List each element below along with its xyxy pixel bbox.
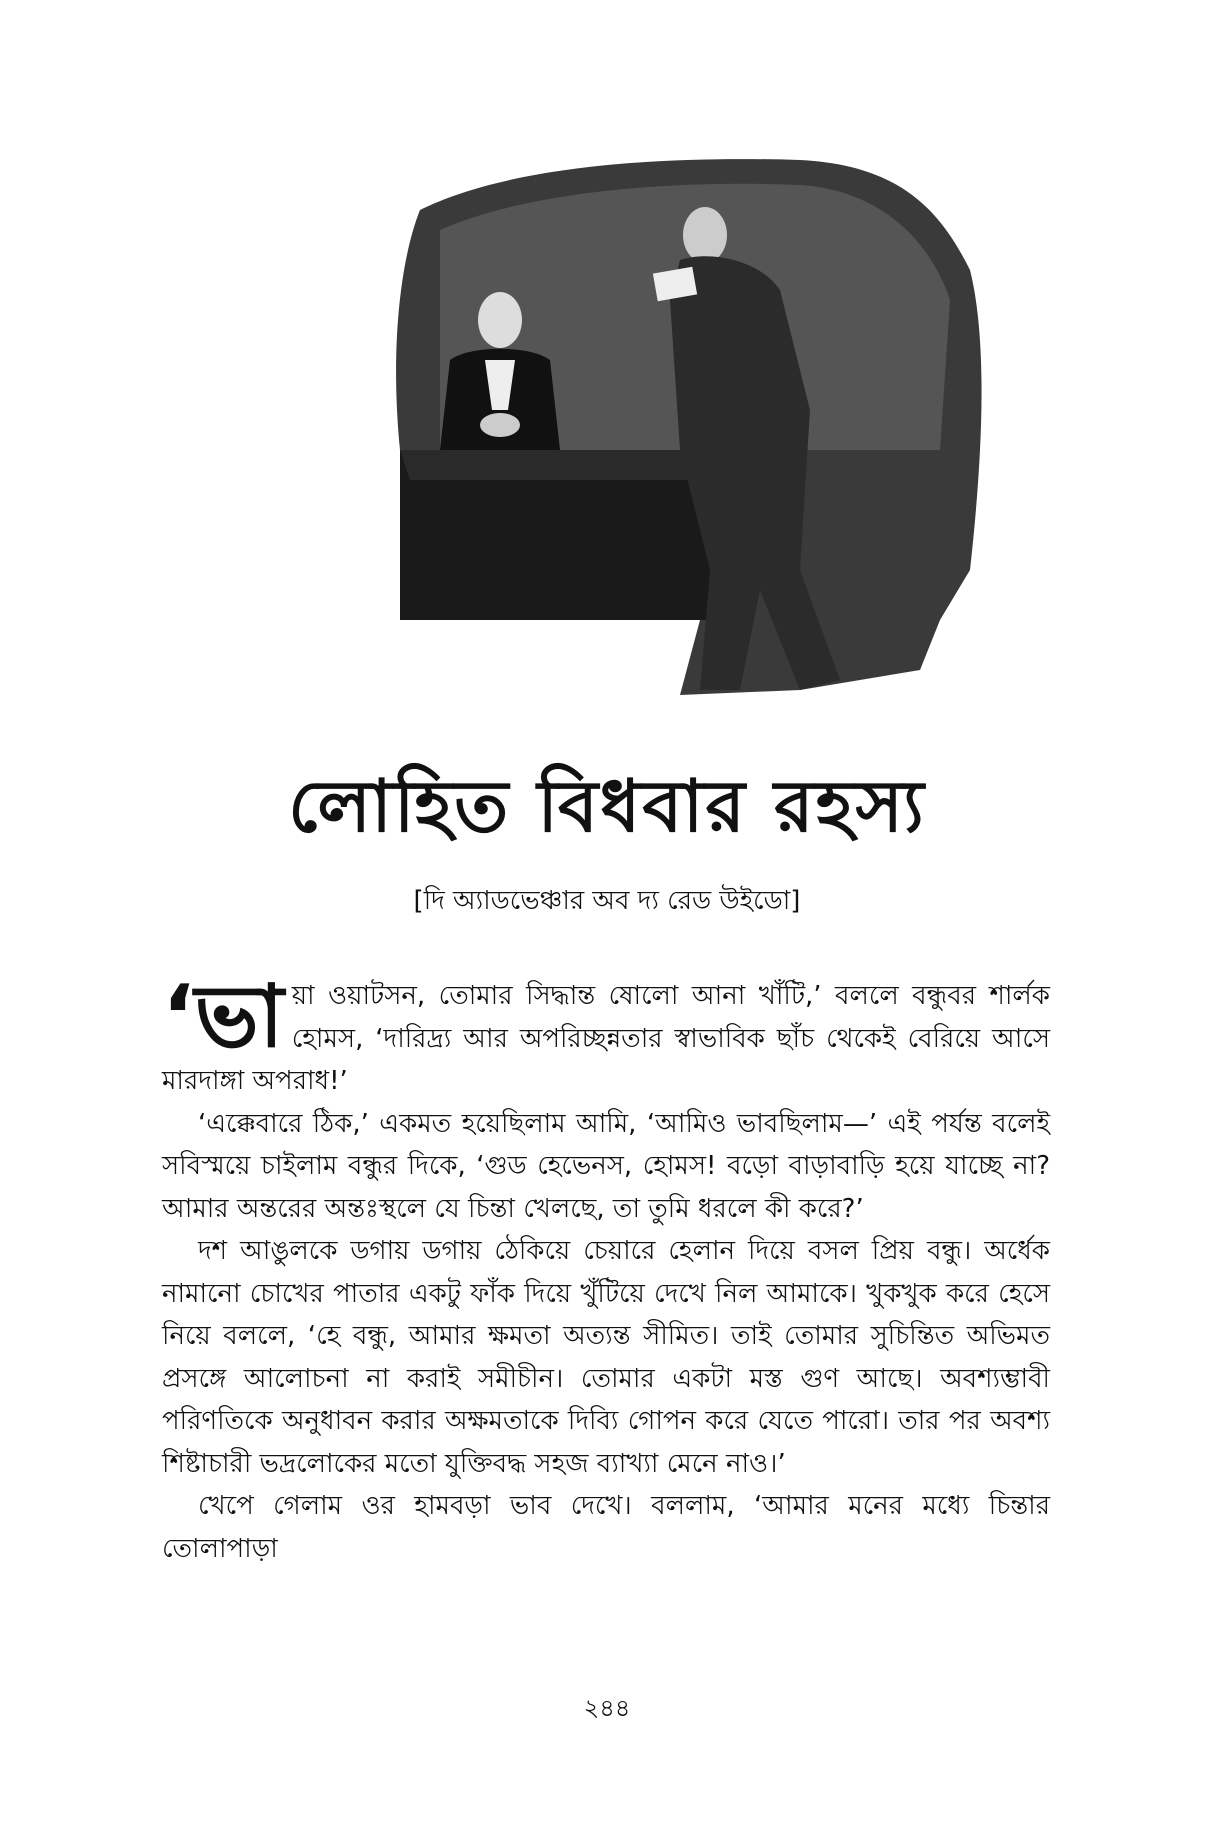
- paragraph: [162, 967, 1050, 1103]
- paragraph: খেপে গেলাম ওর হামবড়া ভাব দেখে। বললাম, ‘আমার মনের মধ্যে চিন্তার তোলাপাড়া: [162, 1491, 1050, 1564]
- body-text: [162, 967, 1050, 1570]
- drop-cap: ‘ভা: [162, 967, 284, 1067]
- paragraph: ‘এক্কেবারে ঠিক,’ একমত হয়েছিলাম আমি, ‘আমিও ভাবছিলাম—’ এই পর্যন্ত বলেই সবিস্ময়ে চাইলাম বন্ধুর দিকে, ‘গুড হেভেনস, হোমস! বড়ো বাড়াবাড়ি হয়ে যাচ্ছে না? আমার অন্তরের অন্তঃস্থলে যে চিন্তা খেলছে, তা তুমি ধরলে কী করে?’: [162, 1108, 1050, 1224]
- chapter-title: লোহিত বিধবার রহস্য: [288, 764, 926, 848]
- chapter-subtitle: [দি অ্যাডভেঞ্চার অব দ্য রেড উইডো]: [413, 886, 801, 916]
- engraving-two-men-table-icon: [380, 150, 1000, 710]
- paragraph: দশ আঙুলকে ডগায় ডগায় ঠেকিয়ে চেয়ারে হেলান দিয়ে বসল প্রিয় বন্ধু। অর্ধেক নামানো চোখের পাতার একটু ফাঁক দিয়ে খুঁটিয়ে দেখে নিল আমাকে। খুকখুক করে হেসে নিয়ে বললে, ‘হে বন্ধু, আমার ক্ষমতা অত্যন্ত সীমিত। তাই তোমার সুচিন্তিত অভিমত প্রসঙ্গে আলোচনা না করাই সমীচীন। তোমার একটা মস্ত গুণ আছে। অবশ্যম্ভাবী পরিণতিকে অনুধাবন করার অক্ষমতাকে দিব্যি গোপন করে যেতে পারো। তার পর অবশ্য শিষ্টাচারী ভদ্রলোকের মতো যুক্তিবদ্ধ সহজ ব্যাখ্যা মেনে নাও।’: [162, 1236, 1050, 1479]
- paragraph-text: য়া ওয়াটসন, তোমার সিদ্ধান্ত ষোলো আনা খাঁটি,’ বললে বন্ধুবর শার্লক হোমস, ‘দারিদ্র্য আর অপরিচ্ছন্নতার স্বাভাবিক ছাঁচ থেকেই বেরিয়ে আসে মারদাঙ্গা অপরাধ!’: [162, 981, 1050, 1096]
- page-number: ২৪৪: [583, 1694, 631, 1722]
- illustration: [380, 150, 1000, 710]
